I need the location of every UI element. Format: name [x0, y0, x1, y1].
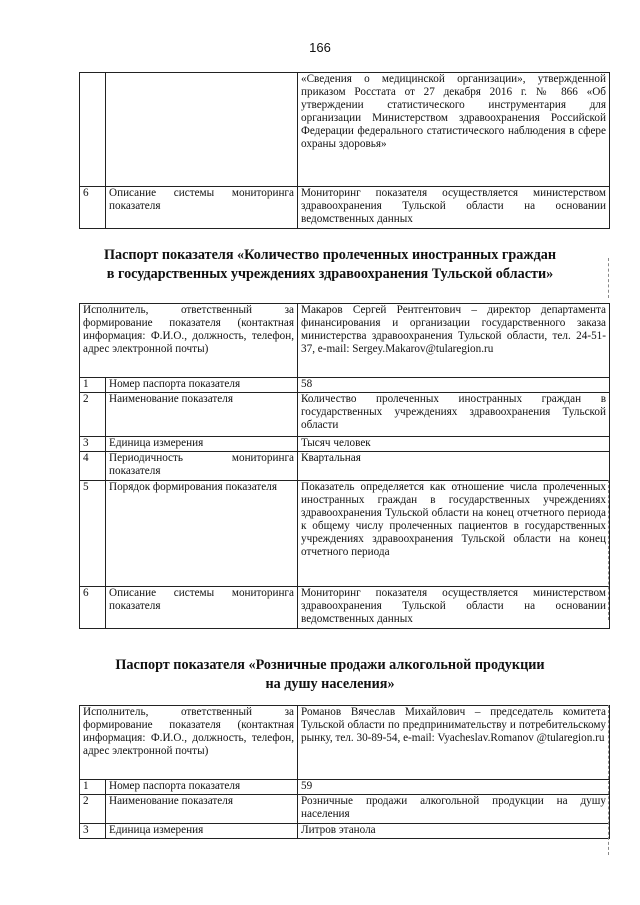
table-row: [80, 378, 610, 393]
continuation-table: [79, 72, 610, 229]
table-row: [80, 393, 610, 437]
row-number: 2: [80, 393, 106, 437]
row-name: [106, 73, 298, 187]
row-name: Номер паспорта показателя: [106, 378, 298, 393]
page-number: 166: [309, 40, 331, 55]
passport-1-title: [60, 246, 600, 284]
table-row: [80, 481, 610, 587]
row-name: Описание системы мониторинга показателя: [106, 587, 298, 629]
row-name: Описание системы мониторинга показателя: [106, 187, 298, 229]
row-number: 6: [80, 587, 106, 629]
row-number: 1: [80, 780, 106, 795]
row-value: Тысяч человек: [298, 437, 610, 452]
row-name: Единица измерения: [106, 437, 298, 452]
passport-2-title-line-1: Паспорт показателя «Розничные продажи алкогольной продукции: [115, 657, 545, 673]
row-name: Периодичность мониторинга показателя: [106, 452, 298, 481]
passport-2-title: [60, 656, 600, 694]
row-name: Порядок формирования показателя: [106, 481, 298, 587]
row-number: [80, 73, 106, 187]
row-number: 2: [80, 795, 106, 824]
table-row: [80, 780, 610, 795]
row-value: Мониторинг показателя осуществляется министерством здравоохранения Тульской области на основании ведомственных данных: [298, 587, 610, 629]
row-number: 6: [80, 187, 106, 229]
scan-mark: [608, 480, 610, 620]
row-value: 59: [298, 780, 610, 795]
row-value: Показатель определяется как отношение числа пролеченных иностранных граждан в государственных учреждениях здравоохранения Тульской области на конец отчетного периода к общему числу пролеченных пациентов в государственных учреждениях здравоохранения Тульской области на конец отчетного периода: [298, 481, 610, 587]
passport-1-table: [79, 303, 610, 629]
table-row: [80, 795, 610, 824]
row-number: 3: [80, 824, 106, 839]
table-row: [80, 73, 610, 187]
row-name: Номер паспорта показателя: [106, 780, 298, 795]
scan-mark: [608, 705, 610, 855]
passport-1-title-line-2: в государственных учреждениях здравоохранения Тульской области»: [106, 266, 554, 282]
row-number: 1: [80, 378, 106, 393]
row-value: Количество пролеченных иностранных граждан в государственных учреждениях здравоохранения Тульской области: [298, 393, 610, 437]
scan-mark: [608, 258, 610, 298]
passport-1-title-line-1: Паспорт показателя «Количество пролеченных иностранных граждан: [103, 247, 557, 263]
row-value: Розничные продажи алкогольной продукции на душу населения: [298, 795, 610, 824]
row-value: Квартальная: [298, 452, 610, 481]
row-value: Мониторинг показателя осуществляется министерством здравоохранения Тульской области на основании ведомственных данных: [298, 187, 610, 229]
row-name: Наименование показателя: [106, 795, 298, 824]
table-row: [80, 587, 610, 629]
row-value: Литров этанола: [298, 824, 610, 839]
table-row: [80, 452, 610, 481]
table-row: [80, 187, 610, 229]
row-number: 5: [80, 481, 106, 587]
executor-value: Макаров Сергей Рентгентович – директор департамента финансирования и организации государственного заказа министерства здравоохранения Тульской области, тел. 24-51-37, e-mail: Sergey.Makarov@tularegion.ru: [298, 304, 610, 378]
table-row: [80, 824, 610, 839]
executor-label: Исполнитель, ответственный за формирование показателя (контактная информация: Ф.И.О., должность, телефон, адрес электронной почты): [80, 304, 298, 378]
row-name: Наименование показателя: [106, 393, 298, 437]
row-number: 4: [80, 452, 106, 481]
executor-row: [80, 304, 610, 378]
executor-value: Романов Вячеслав Михайлович – председатель комитета Тульской области по предпринимательству и потребительскому рынку, тел. 30-89-54, e-mail: Vyacheslav.Romanov @tularegion.ru: [298, 706, 610, 780]
table-row: [80, 437, 610, 452]
passport-2-table: [79, 705, 610, 839]
executor-row: [80, 706, 610, 780]
passport-2-title-line-2: на душу населения»: [265, 676, 395, 692]
executor-label: Исполнитель, ответственный за формирование показателя (контактная информация: Ф.И.О., должность, телефон, адрес электронной почты): [80, 706, 298, 780]
row-name: Единица измерения: [106, 824, 298, 839]
row-value: 58: [298, 378, 610, 393]
row-value: «Сведения о медицинской организации», утвержденной приказом Росстата от 27 декабря 2016 г. № 866 «Об утверждении статистического инструментария для организации Министерством здравоохранения Российской Федерации федерального статистического наблюдения в сфере охраны здоровья»: [298, 73, 610, 187]
row-number: 3: [80, 437, 106, 452]
